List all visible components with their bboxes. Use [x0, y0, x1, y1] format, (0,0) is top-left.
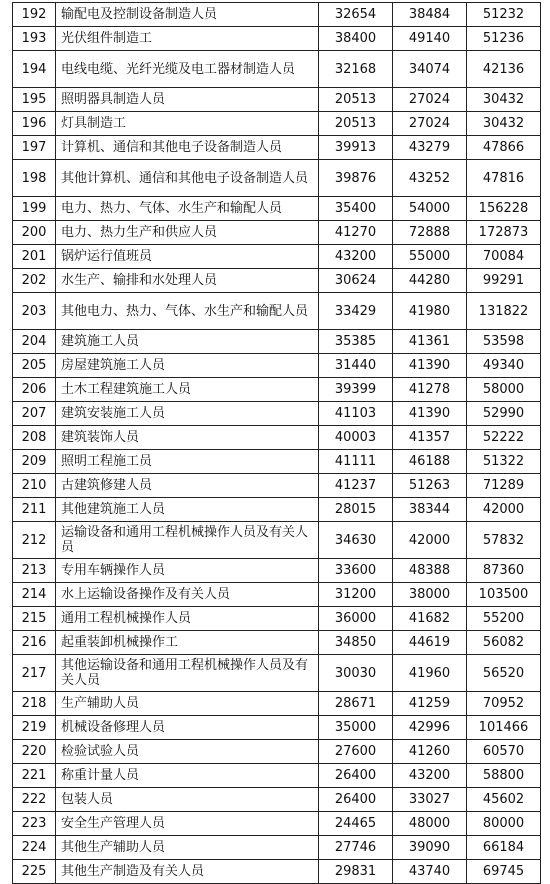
occupation-name: 光伏组件制造工	[56, 27, 319, 51]
value-col-3: 51322	[467, 450, 541, 474]
occupation-name: 其他生产制造及有关人员	[56, 860, 319, 884]
occupation-name: 建筑装饰人员	[56, 426, 319, 450]
row-number: 197	[13, 136, 56, 160]
value-col-1: 34850	[319, 631, 393, 655]
value-col-1: 35000	[319, 716, 393, 740]
table-row	[13, 160, 541, 197]
occupation-name: 其他建筑施工人员	[56, 498, 319, 522]
value-col-1: 39913	[319, 136, 393, 160]
value-col-1: 24465	[319, 812, 393, 836]
value-col-1: 30624	[319, 269, 393, 293]
row-number: 204	[13, 330, 56, 354]
value-col-3: 103500	[467, 583, 541, 607]
value-col-1: 41103	[319, 402, 393, 426]
value-col-3: 53598	[467, 330, 541, 354]
row-number: 203	[13, 293, 56, 330]
table-row	[13, 112, 541, 136]
value-col-2: 51263	[393, 474, 467, 498]
value-col-3: 47866	[467, 136, 541, 160]
value-col-2: 27024	[393, 88, 467, 112]
table-row	[13, 498, 541, 522]
occupation-name: 水上运输设备操作及有关人员	[56, 583, 319, 607]
occupation-name: 土木工程建筑施工人员	[56, 378, 319, 402]
value-col-3: 49340	[467, 354, 541, 378]
value-col-3: 52990	[467, 402, 541, 426]
value-col-2: 34074	[393, 51, 467, 88]
row-number: 196	[13, 112, 56, 136]
row-number: 199	[13, 197, 56, 221]
value-col-3: 47816	[467, 160, 541, 197]
row-number: 217	[13, 655, 56, 692]
value-col-3: 70084	[467, 245, 541, 269]
table-row	[13, 378, 541, 402]
value-col-3: 30432	[467, 88, 541, 112]
row-number: 202	[13, 269, 56, 293]
occupation-name: 古建筑修建人员	[56, 474, 319, 498]
value-col-1: 20513	[319, 88, 393, 112]
value-col-3: 60570	[467, 740, 541, 764]
row-number: 222	[13, 788, 56, 812]
table-row	[13, 450, 541, 474]
value-col-2: 48388	[393, 559, 467, 583]
row-number: 201	[13, 245, 56, 269]
row-number: 212	[13, 522, 56, 559]
occupation-name: 称重计量人员	[56, 764, 319, 788]
value-col-1: 41270	[319, 221, 393, 245]
row-number: 192	[13, 3, 56, 27]
occupation-name: 电力、热力、气体、水生产和输配人员	[56, 197, 319, 221]
value-col-1: 27600	[319, 740, 393, 764]
occupation-name: 其他计算机、通信和其他电子设备制造人员	[56, 160, 319, 197]
row-number: 218	[13, 692, 56, 716]
occupation-name: 安全生产管理人员	[56, 812, 319, 836]
table-row	[13, 51, 541, 88]
value-col-3: 131822	[467, 293, 541, 330]
value-col-3: 58800	[467, 764, 541, 788]
table-row	[13, 136, 541, 160]
occupation-name: 电线电缆、光纤光缆及电工器材制造人员	[56, 51, 319, 88]
value-col-1: 28671	[319, 692, 393, 716]
table-row	[13, 692, 541, 716]
value-col-3: 156228	[467, 197, 541, 221]
table-row	[13, 426, 541, 450]
occupation-name: 锅炉运行值班员	[56, 245, 319, 269]
value-col-1: 36000	[319, 607, 393, 631]
value-col-2: 43200	[393, 764, 467, 788]
value-col-3: 80000	[467, 812, 541, 836]
occupation-name: 包装人员	[56, 788, 319, 812]
value-col-1: 39876	[319, 160, 393, 197]
row-number: 206	[13, 378, 56, 402]
row-number: 207	[13, 402, 56, 426]
row-number: 225	[13, 860, 56, 884]
table-row	[13, 245, 541, 269]
occupation-name: 建筑安装施工人员	[56, 402, 319, 426]
value-col-3: 42136	[467, 51, 541, 88]
table-body	[13, 3, 541, 884]
table-row	[13, 583, 541, 607]
value-col-2: 41390	[393, 402, 467, 426]
occupation-name: 电力、热力生产和供应人员	[56, 221, 319, 245]
value-col-3: 58000	[467, 378, 541, 402]
table-row	[13, 474, 541, 498]
value-col-1: 43200	[319, 245, 393, 269]
table-row	[13, 764, 541, 788]
value-col-1: 34630	[319, 522, 393, 559]
table-row	[13, 330, 541, 354]
value-col-2: 41361	[393, 330, 467, 354]
occupation-name: 其他生产辅助人员	[56, 836, 319, 860]
value-col-2: 46188	[393, 450, 467, 474]
value-col-3: 30432	[467, 112, 541, 136]
value-col-1: 41237	[319, 474, 393, 498]
occupation-name: 机械设备修理人员	[56, 716, 319, 740]
row-number: 224	[13, 836, 56, 860]
row-number: 221	[13, 764, 56, 788]
value-col-3: 172873	[467, 221, 541, 245]
value-col-3: 101466	[467, 716, 541, 740]
value-col-2: 72888	[393, 221, 467, 245]
value-col-2: 41278	[393, 378, 467, 402]
value-col-1: 35385	[319, 330, 393, 354]
table-row	[13, 293, 541, 330]
value-col-2: 39090	[393, 836, 467, 860]
table-row	[13, 88, 541, 112]
value-col-3: 56082	[467, 631, 541, 655]
value-col-3: 42000	[467, 498, 541, 522]
row-number: 211	[13, 498, 56, 522]
occupation-name: 其他运输设备和通用工程机械操作人员及有关人员	[56, 655, 319, 692]
occupation-name: 灯具制造工	[56, 112, 319, 136]
table-row	[13, 740, 541, 764]
value-col-2: 55000	[393, 245, 467, 269]
value-col-3: 71289	[467, 474, 541, 498]
value-col-2: 41259	[393, 692, 467, 716]
table-row	[13, 607, 541, 631]
value-col-3: 45602	[467, 788, 541, 812]
value-col-2: 41980	[393, 293, 467, 330]
value-col-1: 41111	[319, 450, 393, 474]
table-row	[13, 836, 541, 860]
value-col-1: 30030	[319, 655, 393, 692]
value-col-2: 54000	[393, 197, 467, 221]
value-col-2: 38344	[393, 498, 467, 522]
value-col-3: 55200	[467, 607, 541, 631]
table-row	[13, 197, 541, 221]
value-col-1: 20513	[319, 112, 393, 136]
value-col-1: 33429	[319, 293, 393, 330]
table-row	[13, 27, 541, 51]
value-col-2: 33027	[393, 788, 467, 812]
value-col-2: 43252	[393, 160, 467, 197]
value-col-1: 40003	[319, 426, 393, 450]
value-col-2: 38000	[393, 583, 467, 607]
value-col-1: 32654	[319, 3, 393, 27]
value-col-3: 52222	[467, 426, 541, 450]
row-number: 200	[13, 221, 56, 245]
value-col-1: 27746	[319, 836, 393, 860]
value-col-3: 69745	[467, 860, 541, 884]
table-row	[13, 522, 541, 559]
value-col-2: 49140	[393, 27, 467, 51]
row-number: 215	[13, 607, 56, 631]
occupation-name: 起重装卸机械操作工	[56, 631, 319, 655]
value-col-2: 42996	[393, 716, 467, 740]
value-col-1: 29831	[319, 860, 393, 884]
value-col-1: 32168	[319, 51, 393, 88]
value-col-3: 66184	[467, 836, 541, 860]
row-number: 194	[13, 51, 56, 88]
occupation-name: 检验试验人员	[56, 740, 319, 764]
occupation-name: 通用工程机械操作人员	[56, 607, 319, 631]
value-col-2: 43279	[393, 136, 467, 160]
value-col-1: 31200	[319, 583, 393, 607]
row-number: 198	[13, 160, 56, 197]
occupation-name: 专用车辆操作人员	[56, 559, 319, 583]
value-col-2: 41682	[393, 607, 467, 631]
table-row	[13, 716, 541, 740]
value-col-2: 27024	[393, 112, 467, 136]
value-col-1: 38400	[319, 27, 393, 51]
occupation-name: 照明器具制造人员	[56, 88, 319, 112]
occupation-name: 生产辅助人员	[56, 692, 319, 716]
row-number: 216	[13, 631, 56, 655]
table-row	[13, 3, 541, 27]
occupation-name: 输配电及控制设备制造人员	[56, 3, 319, 27]
value-col-2: 43740	[393, 860, 467, 884]
value-col-2: 44280	[393, 269, 467, 293]
occupation-name: 水生产、输排和水处理人员	[56, 269, 319, 293]
row-number: 214	[13, 583, 56, 607]
occupation-name: 其他电力、热力、气体、水生产和输配人员	[56, 293, 319, 330]
value-col-1: 35400	[319, 197, 393, 221]
value-col-3: 51236	[467, 27, 541, 51]
value-col-1: 39399	[319, 378, 393, 402]
value-col-1: 26400	[319, 764, 393, 788]
table-row	[13, 402, 541, 426]
row-number: 213	[13, 559, 56, 583]
value-col-1: 26400	[319, 788, 393, 812]
value-col-1: 28015	[319, 498, 393, 522]
value-col-3: 87360	[467, 559, 541, 583]
table-row	[13, 221, 541, 245]
value-col-2: 44619	[393, 631, 467, 655]
value-col-3: 56520	[467, 655, 541, 692]
value-col-1: 33600	[319, 559, 393, 583]
value-col-2: 48000	[393, 812, 467, 836]
value-col-2: 41260	[393, 740, 467, 764]
table-row	[13, 788, 541, 812]
value-col-1: 31440	[319, 354, 393, 378]
table-row	[13, 812, 541, 836]
value-col-2: 42000	[393, 522, 467, 559]
table-row	[13, 269, 541, 293]
row-number: 195	[13, 88, 56, 112]
occupation-name: 照明工程施工员	[56, 450, 319, 474]
value-col-2: 41390	[393, 354, 467, 378]
occupation-name: 房屋建筑施工人员	[56, 354, 319, 378]
table-row	[13, 655, 541, 692]
value-col-3: 99291	[467, 269, 541, 293]
value-col-3: 57832	[467, 522, 541, 559]
table-row	[13, 631, 541, 655]
row-number: 209	[13, 450, 56, 474]
row-number: 193	[13, 27, 56, 51]
occupation-name: 建筑施工人员	[56, 330, 319, 354]
occupation-name: 计算机、通信和其他电子设备制造人员	[56, 136, 319, 160]
value-col-3: 70952	[467, 692, 541, 716]
row-number: 219	[13, 716, 56, 740]
value-col-2: 41960	[393, 655, 467, 692]
row-number: 208	[13, 426, 56, 450]
table-row	[13, 860, 541, 884]
value-col-2: 41357	[393, 426, 467, 450]
value-col-3: 51232	[467, 3, 541, 27]
table-row	[13, 559, 541, 583]
table-row	[13, 354, 541, 378]
row-number: 205	[13, 354, 56, 378]
value-col-2: 38484	[393, 3, 467, 27]
row-number: 223	[13, 812, 56, 836]
occupation-name: 运输设备和通用工程机械操作人员及有关人员	[56, 522, 319, 559]
row-number: 220	[13, 740, 56, 764]
row-number: 210	[13, 474, 56, 498]
salary-table	[12, 2, 541, 884]
